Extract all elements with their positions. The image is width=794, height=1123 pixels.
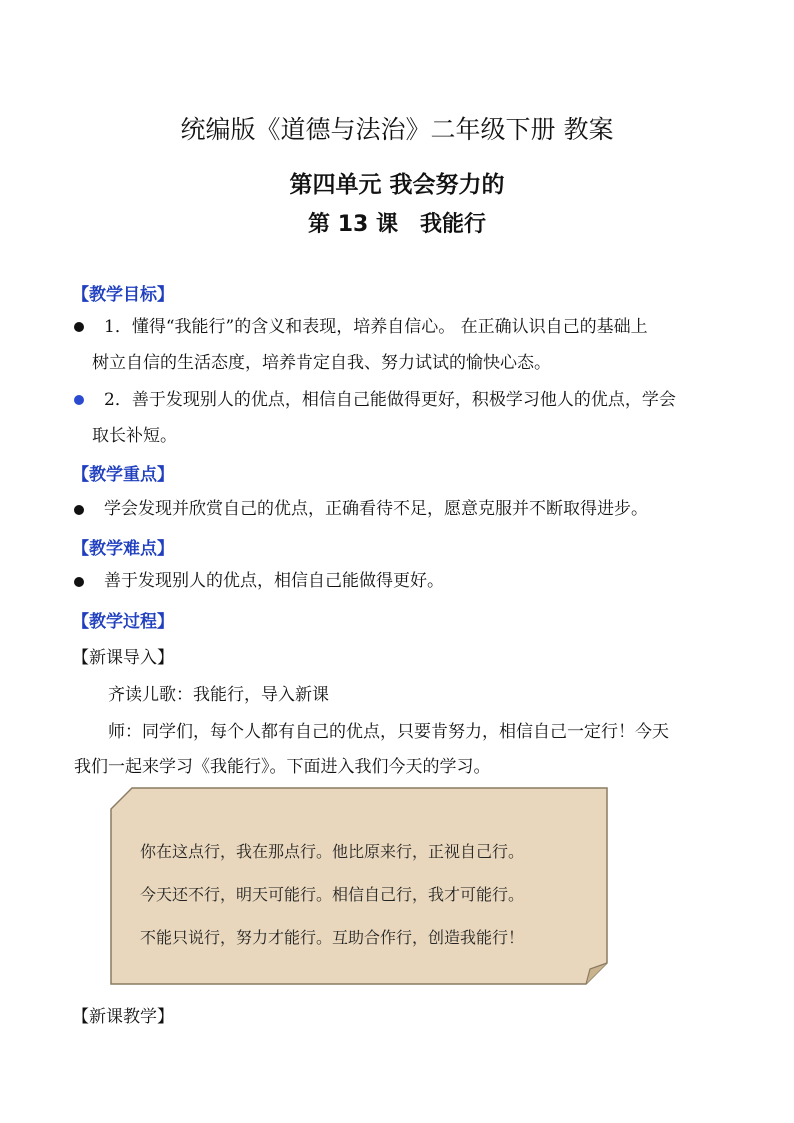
objective-1-line-1: 1．懂得“我能行”的含义和表现，培养自信心。 在正确认识自己的基础上 xyxy=(104,317,648,337)
difficulties-heading: 【教学难点】 xyxy=(72,539,174,559)
poem-line: 你在这点行，我在那点行。他比原来行，正视自己行。 xyxy=(140,842,525,861)
objectives-heading: 【教学目标】 xyxy=(72,285,174,305)
intro-line: 齐读儿歌：我能行，导入新课 xyxy=(108,685,329,705)
bullet-icon xyxy=(74,577,84,587)
objective-2-line-1: 2．善于发现别人的优点，相信自己能做得更好，积极学习他人的优点，学会 xyxy=(104,390,676,410)
bullet-icon xyxy=(74,322,84,332)
intro-heading: 【新课导入】 xyxy=(72,648,174,668)
bullet-icon xyxy=(74,395,84,405)
bullet-icon xyxy=(74,505,84,515)
teacher-line-2: 我们一起来学习《我能行》。下面进入我们今天的学习。 xyxy=(74,757,491,777)
objective-2-line-2: 取长补短。 xyxy=(92,426,177,446)
poem-callout xyxy=(110,787,608,985)
teaching-heading: 【新课教学】 xyxy=(72,1007,174,1027)
key-points-heading: 【教学重点】 xyxy=(72,465,174,485)
document-title: 统编版《道德与法治》二年级下册 教案 xyxy=(180,115,614,144)
lesson-title: 第 13 课 我能行 xyxy=(308,212,486,237)
key-point-item: 学会发现并欣赏自己的优点，正确看待不足，愿意克服并不断取得进步。 xyxy=(104,499,648,519)
poem-line: 今天还不行，明天可能行。相信自己行，我才可能行。 xyxy=(140,885,525,904)
process-heading: 【教学过程】 xyxy=(72,612,174,632)
poem-line: 不能只说行，努力才能行。互助合作行，创造我能行！ xyxy=(140,928,525,947)
unit-title: 第四单元 我会努力的 xyxy=(289,172,505,198)
objective-1-line-2: 树立自信的生活态度，培养肯定自我、努力试试的愉快心态。 xyxy=(92,353,551,373)
difficulty-item: 善于发现别人的优点，相信自己能做得更好。 xyxy=(104,571,444,591)
teacher-line-1: 师：同学们，每个人都有自己的优点，只要肯努力，相信自己一定行！今天 xyxy=(108,722,669,742)
